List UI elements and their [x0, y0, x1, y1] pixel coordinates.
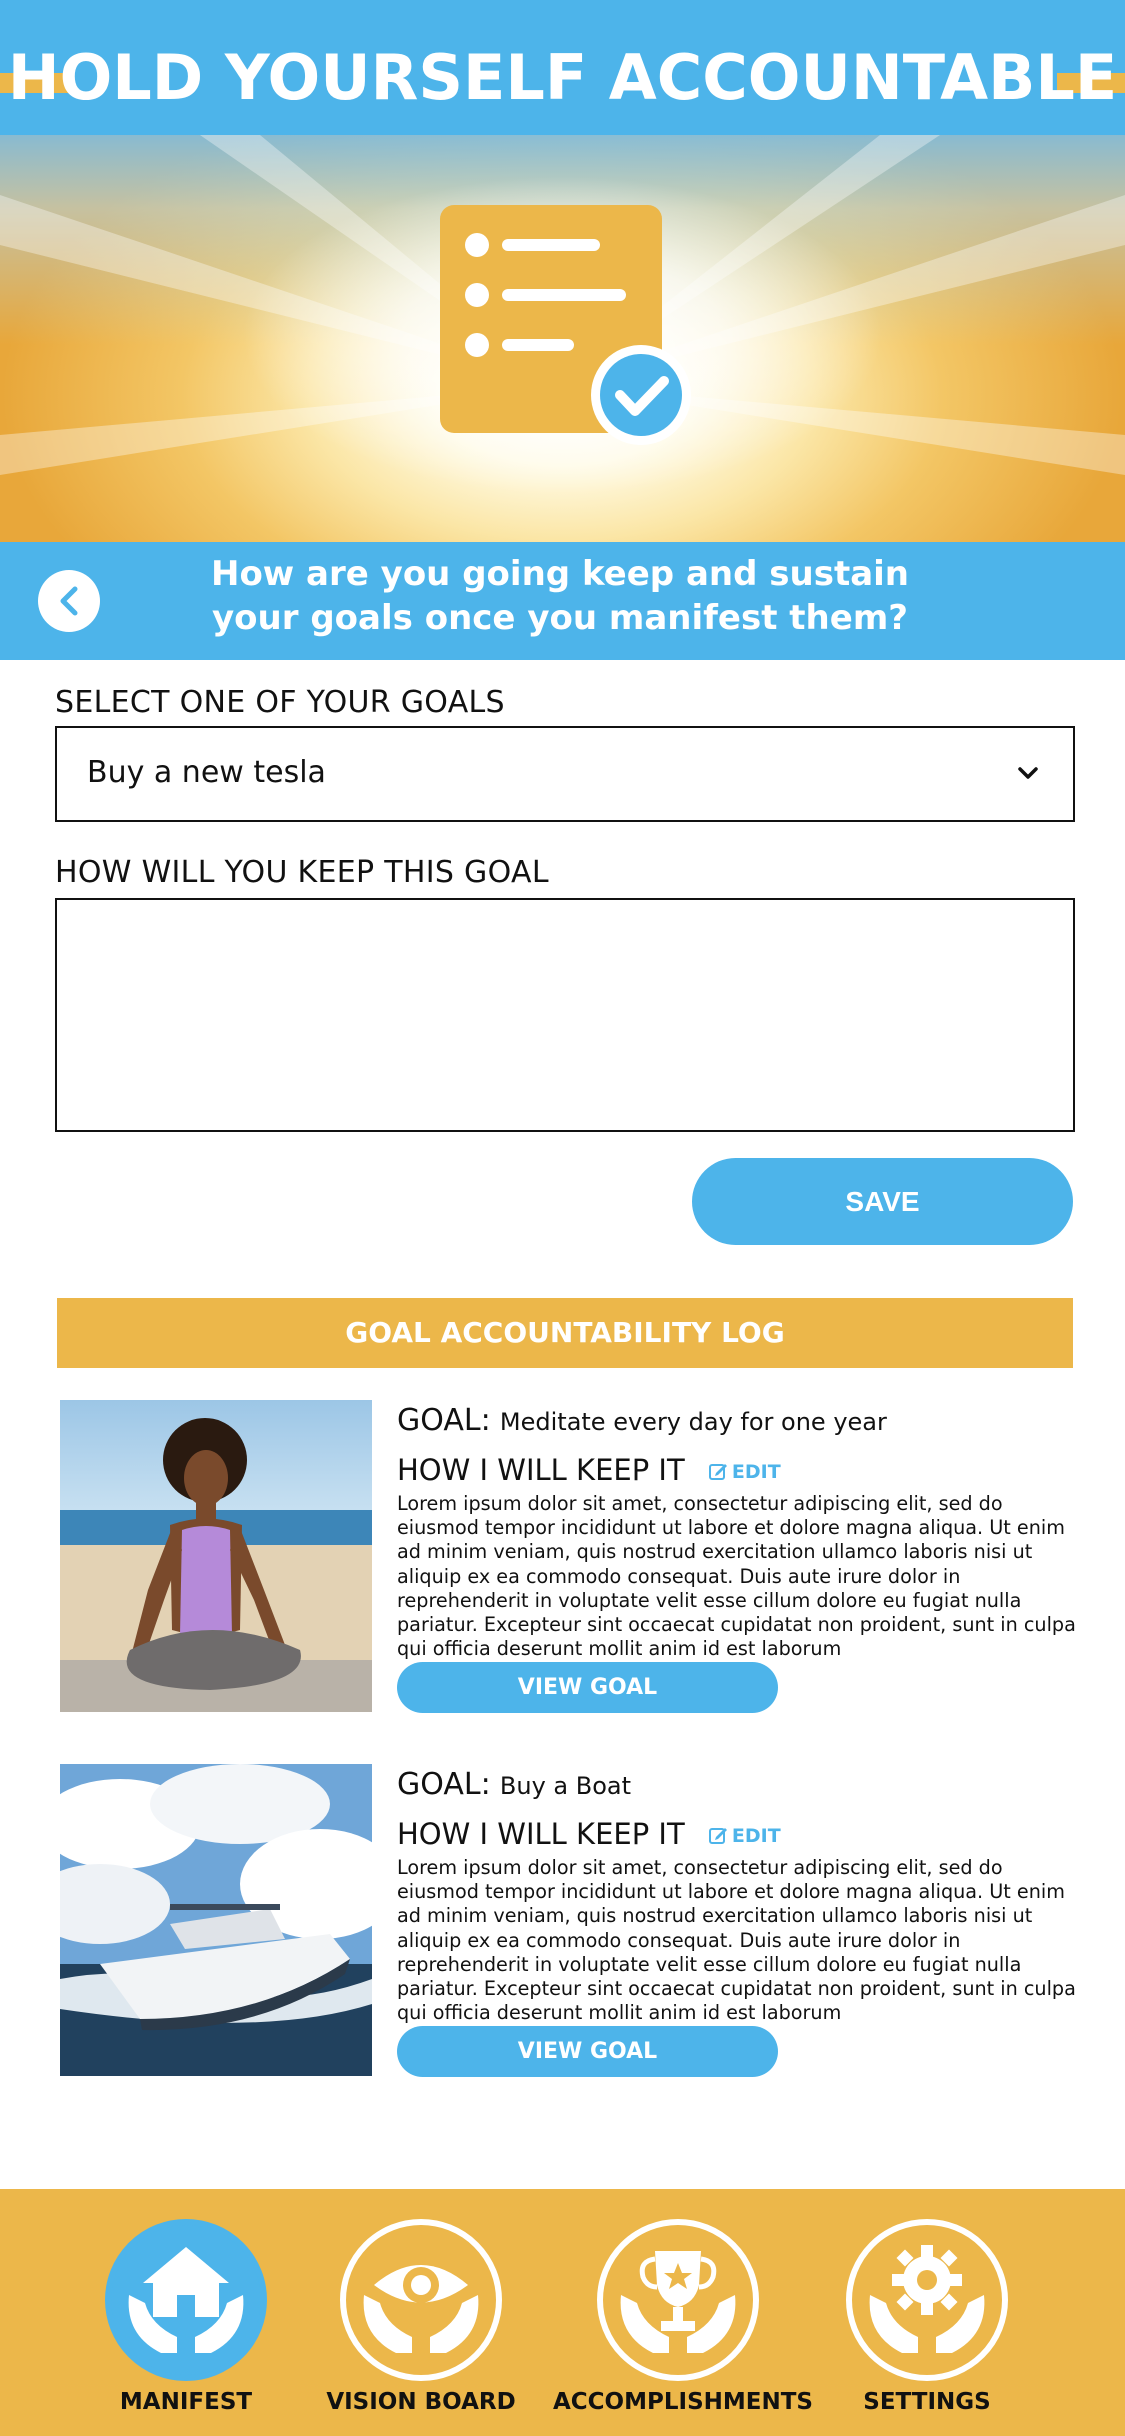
- view-goal-button[interactable]: VIEW GOAL: [397, 1662, 778, 1713]
- keep-goal-label: HOW WILL YOU KEEP THIS GOAL: [55, 855, 549, 890]
- hands-eye-icon: [346, 2225, 496, 2375]
- save-button[interactable]: SAVE: [692, 1158, 1073, 1245]
- goal-value: Meditate every day for one year: [499, 1408, 887, 1436]
- log-entry: [57, 1400, 1076, 1720]
- nav-item-accomplishments[interactable]: [553, 2219, 813, 2415]
- hands-house-icon: [111, 2225, 261, 2375]
- goal-select[interactable]: [55, 726, 1075, 822]
- chevron-down-icon: [1017, 766, 1039, 780]
- keep-heading: HOW I WILL KEEP IT: [397, 1453, 685, 1487]
- view-goal-button[interactable]: VIEW GOAL: [397, 2026, 778, 2077]
- hero-banner: [0, 135, 1125, 542]
- hands-trophy-icon: [603, 2225, 753, 2375]
- meditation-photo: [60, 1400, 372, 1712]
- keep-description: Lorem ipsum dolor sit amet, consectetur adipiscing elit, sed do eiusmod tempor incididunt ut labore et dolore magna aliqua. Ut enim ad minim veniam, quis nostrud exercitation ullamco laboris nisi ut aliquip ex ea commodo consequat. Duis aute irure dolor in reprehenderit in voluptate velit esse cillum dolore eu fugiat nulla pariatur. Excepteur sint occaecat cupidatat non proident, sunt in culpa qui officia deserunt mollit anim id est laborum: [397, 1856, 1076, 2025]
- back-button[interactable]: [38, 570, 100, 632]
- edit-icon: [708, 1825, 728, 1845]
- goal-label: GOAL:: [397, 1767, 491, 1802]
- page-title: HOLD YOURSELF ACCOUNTABLE: [7, 41, 1118, 114]
- nav-item-settings[interactable]: [802, 2219, 1052, 2415]
- goal-label: GOAL:: [397, 1403, 491, 1438]
- keep-description: Lorem ipsum dolor sit amet, consectetur adipiscing elit, sed do eiusmod tempor incididunt ut labore et dolore magna aliqua. Ut enim ad minim veniam, quis nostrud exercitation ullamco laboris nisi ut aliquip ex ea commodo consequat. Duis aute irure dolor in reprehenderit in voluptate velit esse cillum dolore eu fugiat nulla pariatur. Excepteur sint occaecat cupidatat non proident, sunt in culpa qui officia deserunt mollit anim id est laborum: [397, 1492, 1076, 1661]
- nav-item-vision-board[interactable]: [296, 2219, 546, 2415]
- accountability-log-header: GOAL ACCOUNTABILITY LOG: [57, 1298, 1073, 1368]
- nav-label-settings: SETTINGS: [863, 2389, 991, 2415]
- question-banner: [0, 542, 1125, 660]
- bottom-nav: [0, 2189, 1125, 2436]
- goal-select-value: Buy a new tesla: [87, 755, 326, 790]
- edit-link[interactable]: EDIT: [708, 1454, 781, 1490]
- question-text: How are you going keep and sustain your goals once you manifest them?: [210, 554, 909, 638]
- hands-gear-icon: [852, 2225, 1002, 2375]
- log-entry: [57, 1764, 1076, 2084]
- checklist-check-icon: [432, 205, 692, 465]
- app-header: [0, 0, 1125, 135]
- edit-icon: [708, 1461, 728, 1481]
- chevron-left-icon: [55, 585, 83, 617]
- nav-label-accomplishments: ACCOMPLISHMENTS: [553, 2389, 813, 2415]
- boat-photo: [60, 1764, 372, 2076]
- select-goal-label: SELECT ONE OF YOUR GOALS: [55, 685, 505, 720]
- goal-value: Buy a Boat: [499, 1772, 632, 1800]
- keep-heading: HOW I WILL KEEP IT: [397, 1817, 685, 1851]
- edit-link[interactable]: EDIT: [708, 1818, 781, 1854]
- keep-goal-textarea[interactable]: [55, 898, 1075, 1132]
- nav-label-manifest: MANIFEST: [119, 2389, 253, 2415]
- nav-label-vision-board: VISION BOARD: [326, 2389, 516, 2415]
- nav-item-manifest[interactable]: [61, 2219, 311, 2415]
